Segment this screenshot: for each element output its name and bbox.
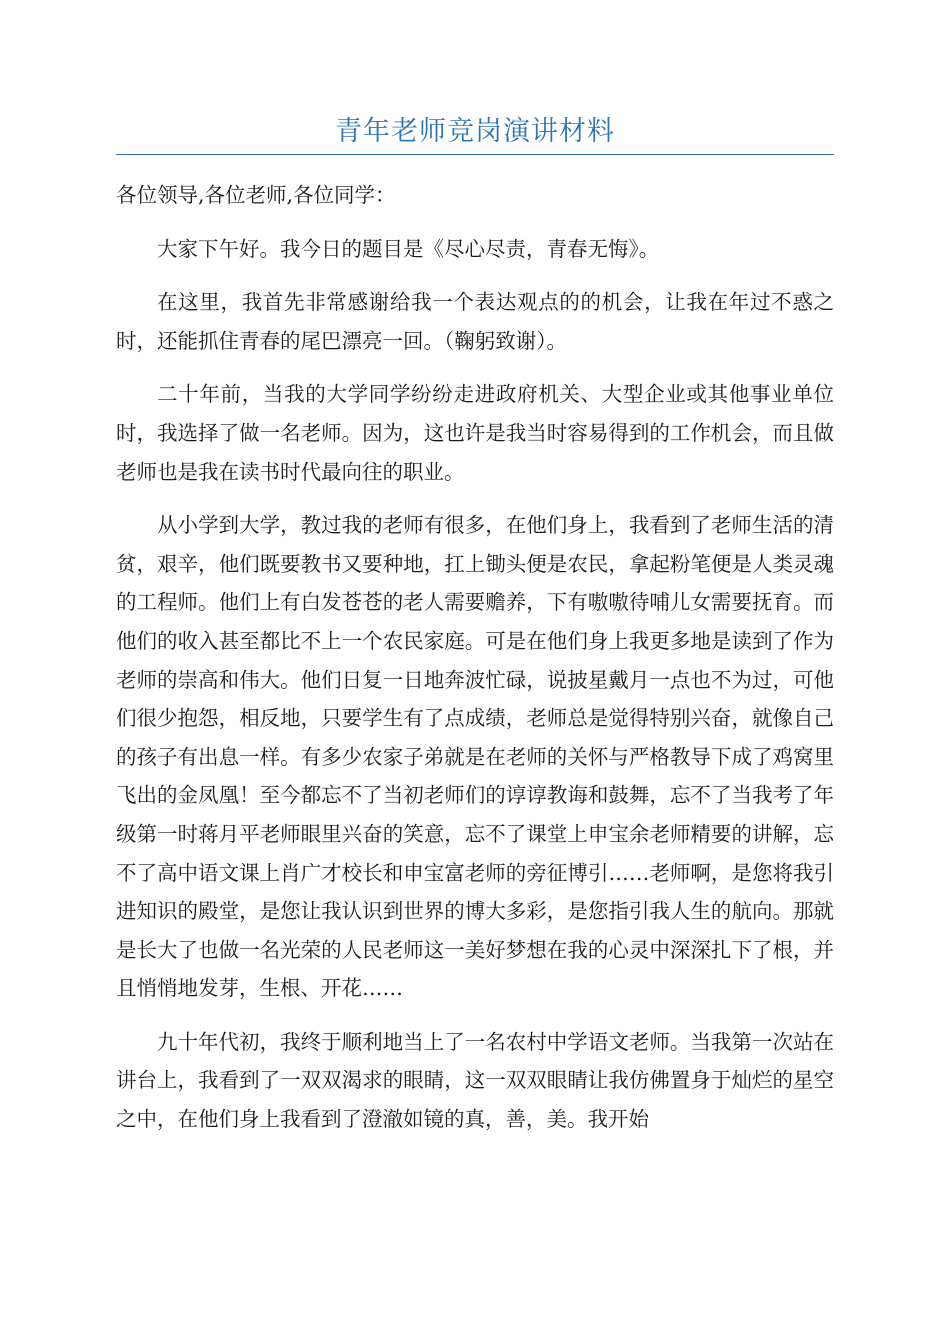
- paragraph-1: 大家下午好。我今日的题目是《尽心尽责，青春无悔》。: [157, 236, 660, 261]
- document-body: [116, 176, 834, 1154]
- paragraph-3: 二十年前，当我的大学同学纷纷走进政府机关、大型企业或其他事业单位时，我选择了做一名老师。因为，这也许是我当时容易得到的工作机会，而且做老师也是我在读书时代最向往的职业。: [116, 382, 834, 484]
- salutation: 各位领导,各位老师,各位同学：: [116, 183, 396, 207]
- paragraph-5: 九十年代初，我终于顺利地当上了一名农村中学语文老师。当我第一次站在讲台上，我看到了一双双渴求的眼睛，这一双双眼睛让我仿佛置身于灿烂的星空之中，在他们身上我看到了澄澈如镜的真，善，美。我开始: [116, 1029, 834, 1132]
- document-title: 青年老师竞岗演讲材料: [335, 116, 615, 147]
- title-underline: [116, 154, 834, 155]
- paragraph-4: 从小学到大学，教过我的老师有很多，在他们身上，我看到了老师生活的清贫，艰辛，他们既要教书又要种地，扛上锄头便是农民，拿起粉笔便是人类灵魂的工程师。他们上有白发苍苍的老人需要赡养，下有嗷嗷待哺儿女需要抚育。而他们的收入甚至都比不上一个农民家庭。可是在他们身上我更多地是读到了作为老师的崇高和伟大。他们日复一日地奔波忙碌，说披星戴月一点也不为过，可他们很少抱怨，相反地，只要学生有了点成绩，老师总是觉得特别兴奋，就像自己的孩子有出息一样。有多少农家子弟就是在老师的关怀与严格教导下成了鸡窝里飞出的金凤凰！至今都忘不了当初老师们的谆谆教诲和鼓舞，忘不了当我考了年级第一时蒋月平老师眼里兴奋的笑意，忘不了课堂上申宝余老师精要的讲解，忘不了高中语文课上肖广才校长和申宝富老师的旁征博引……老师啊，是您将我引进知识的殿堂，是您让我认识到世界的博大多彩，是您指引我人生的航向。那就是长大了也做一名光荣的人民老师这一美好梦想在我的心灵中深深扎下了根，并且悄悄地发芽，生根、开花……: [116, 513, 834, 1001]
- paragraph-2: 在这里，我首先非常感谢给我一个表达观点的的机会，让我在年过不惑之时，还能抓住青春的尾巴漂亮一回。（鞠躬致谢）。: [116, 290, 834, 353]
